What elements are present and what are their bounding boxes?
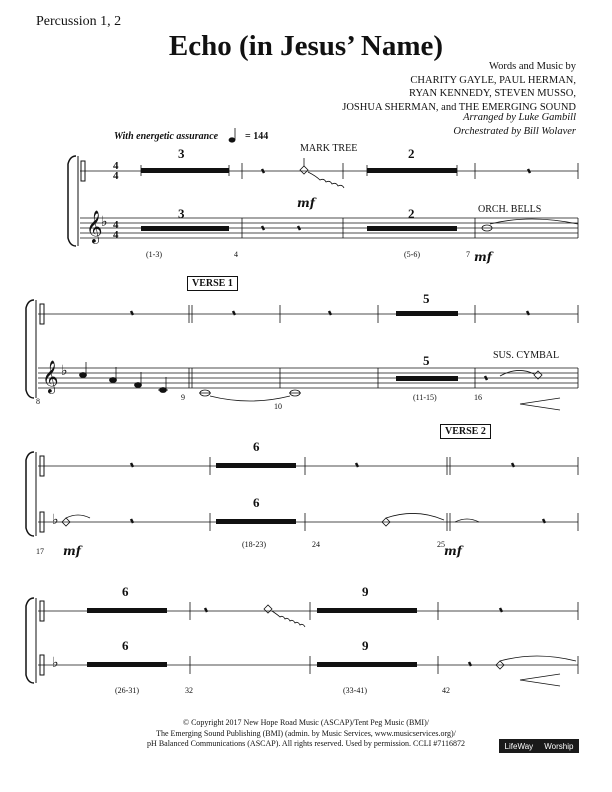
credit-line: Orchestrated by Bill Wolaver bbox=[453, 125, 576, 137]
measure-number: 10 bbox=[274, 402, 282, 411]
rest-count: 9 bbox=[362, 638, 369, 653]
logo-text: Worship bbox=[544, 741, 574, 751]
measure-number: (33-41) bbox=[343, 686, 367, 695]
rest-count: 3 bbox=[178, 206, 185, 221]
flat-icon: ♭ bbox=[61, 364, 68, 379]
rest-count: 6 bbox=[122, 638, 129, 653]
system-4 bbox=[26, 598, 578, 686]
copyright-line: © Copyright 2017 New Hope Road Music (ASCAP)/Tent Peg Music (BMI)/ bbox=[183, 718, 429, 727]
tempo-marking: With energetic assurance bbox=[114, 131, 219, 142]
time-signature: 4 4 bbox=[113, 219, 119, 241]
flat-icon: ♭ bbox=[101, 215, 108, 230]
part-name: Percussion 1, 2 bbox=[36, 14, 122, 29]
publisher-logo bbox=[499, 739, 579, 753]
song-title: Echo (in Jesus’ Name) bbox=[168, 30, 444, 62]
logo-text: LifeWay bbox=[504, 741, 534, 751]
measure-number: (1-3) bbox=[146, 250, 162, 259]
measure-number: 7 bbox=[466, 250, 470, 259]
measure-number: 8 bbox=[36, 397, 40, 406]
copyright-line: The Emerging Sound Publishing (BMI) (admin. by Music Services, www.musicservices.org)/ bbox=[156, 728, 456, 738]
flat-icon: ♭ bbox=[52, 656, 59, 671]
staff-lower bbox=[38, 655, 578, 686]
credit-line: JOSHUA SHERMAN, and THE EMERGING SOUND bbox=[342, 101, 576, 113]
measure-number: 4 bbox=[234, 250, 238, 259]
treble-staff bbox=[38, 362, 578, 410]
measure-number: 25 bbox=[437, 540, 445, 549]
dynamic-marking: mf bbox=[297, 196, 315, 210]
measure-number: 16 bbox=[474, 393, 482, 402]
measure-number: (26-31) bbox=[115, 686, 139, 695]
staff-lower bbox=[38, 512, 578, 532]
quarter-note-icon bbox=[229, 138, 235, 142]
rest-count: 6 bbox=[253, 495, 260, 510]
credit-line: Arranged by Luke Gambill bbox=[463, 112, 576, 123]
measure-number: 17 bbox=[36, 547, 44, 556]
measure-number: (18-23) bbox=[242, 540, 266, 549]
measure-number: 9 bbox=[181, 393, 185, 402]
crescendo-icon bbox=[520, 398, 560, 410]
system-3 bbox=[26, 452, 578, 536]
rest-count: 5 bbox=[423, 291, 430, 306]
rest-count: 2 bbox=[408, 206, 415, 221]
rest-count: 3 bbox=[178, 146, 185, 161]
section-label: VERSE 2 bbox=[440, 424, 491, 439]
instrument-cue: ORCH. BELLS bbox=[478, 204, 542, 215]
treble-clef-icon: 𝄞 bbox=[86, 212, 103, 243]
measure-number: 24 bbox=[312, 540, 320, 549]
glissando-icon bbox=[308, 172, 344, 188]
dynamic-marking: mf bbox=[444, 544, 462, 558]
dynamic-marking: mf bbox=[474, 250, 492, 264]
tempo-value: = 144 bbox=[245, 131, 269, 142]
dynamic-marking: mf bbox=[63, 544, 81, 558]
treble-staff bbox=[80, 218, 578, 241]
rest-count: 6 bbox=[122, 584, 129, 599]
measure-number: 32 bbox=[185, 686, 193, 695]
credit-line: Words and Music by bbox=[489, 61, 576, 72]
measure-number: 42 bbox=[442, 686, 450, 695]
time-signature: 4 4 bbox=[113, 160, 119, 182]
rest-count: 9 bbox=[362, 584, 369, 599]
rest-count: 5 bbox=[423, 353, 430, 368]
system-1 bbox=[68, 156, 578, 246]
credit-line: CHARITY GAYLE, PAUL HERMAN, bbox=[410, 74, 576, 86]
instrument-cue: SUS. CYMBAL bbox=[493, 350, 560, 361]
measure-number: (5-6) bbox=[404, 250, 420, 259]
rest-count: 2 bbox=[408, 146, 415, 161]
instrument-cue: MARK TREE bbox=[300, 143, 358, 154]
measure-number: (11-15) bbox=[413, 393, 437, 402]
credit-line: RYAN KENNEDY, STEVEN MUSSO, bbox=[409, 88, 576, 99]
copyright-line: pH Balanced Communications (ASCAP). All rights reserved. Used by permission. CCLI #7116872 bbox=[147, 739, 465, 748]
rest-count: 6 bbox=[253, 439, 260, 454]
section-label: VERSE 1 bbox=[187, 276, 238, 291]
treble-clef-icon: 𝄞 bbox=[42, 362, 59, 393]
flat-icon: ♭ bbox=[52, 513, 59, 528]
diamond-note-icon bbox=[300, 166, 308, 174]
